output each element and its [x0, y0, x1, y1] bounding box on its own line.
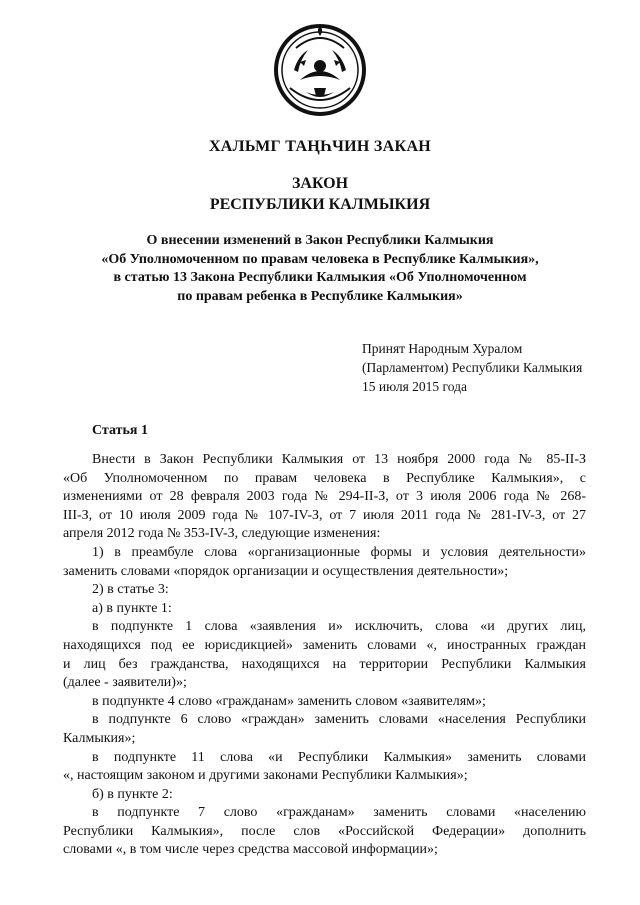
adoption-line: 15 июля 2015 года	[362, 379, 467, 394]
paragraph-line: находящихся под ее юрисдикцией» заменить словами «, иностранных граждан	[63, 637, 586, 653]
paragraph-line: в подпункте 6 слово «граждан» заменить словами «населения Республики	[92, 712, 586, 728]
paragraph-line: Внести в Закон Республики Калмыкия от 13 ноября 2000 года № 85-II-З	[92, 452, 586, 467]
paragraph-line: б) в пункте 2:	[92, 786, 173, 802]
paragraph-line: апреля 2012 года № 353-IV-З, следующие изменения:	[63, 526, 381, 542]
paragraph-line: в подпункте 7 слово «гражданам» заменить словами «населению	[92, 805, 586, 821]
paragraph-line: в подпункте 1 слова «заявления и» исключить, слова «и других лиц,	[92, 619, 586, 635]
paragraph-line: в подпункте 4 слово «гражданам» заменить словом «заявителям»;	[92, 693, 486, 709]
adoption-note	[362, 339, 582, 396]
law-title-line: О внесении изменений в Закон Республики Калмыкия	[146, 233, 494, 248]
law-heading: ЗАКОН	[291, 175, 349, 192]
paragraph-line: в подпункте 11 слова «и Республики Калмыкия» заменить словами	[92, 749, 586, 765]
paragraph-line: изменениями от 28 февраля 2003 года № 294-II-З, от 3 июля 2006 года № 268-	[63, 489, 586, 505]
paragraph-line: словами «, в том числе через средства массовой информации»;	[63, 842, 438, 858]
adoption-line: Принят Народным Хуралом	[362, 341, 523, 356]
kalmyk-law-title: ХАЛЬМГ ТАҢҺЧИН ЗАКАН	[208, 138, 432, 155]
paragraph-line: «, настоящим законом и другими законами Республики Калмыкия»;	[63, 768, 468, 784]
article-body	[63, 451, 586, 860]
adoption-line: (Парламентом) Республики Калмыкия	[362, 360, 583, 375]
kalmykia-emblem-icon	[270, 18, 370, 118]
paragraph-line: Республики Калмыкия», после слов «Российской Федерации» дополнить	[63, 823, 586, 839]
paragraph-line: заменить словами «порядок организации и осуществления деятельности»;	[63, 563, 509, 579]
paragraph-line: 2) в статье 3:	[92, 582, 169, 598]
paragraph-line: а) в пункте 1:	[92, 600, 172, 616]
paragraph-line: Калмыкия»;	[63, 730, 136, 746]
paragraph-line: 1) в преамбуле слова «организационные формы и условия деятельности»	[92, 544, 586, 560]
republic-heading: РЕСПУБЛИКИ КАЛМЫКИЯ	[209, 196, 431, 213]
law-title	[60, 232, 580, 306]
law-title-line: по правам ребенка в Республике Калмыкия»	[177, 288, 463, 304]
law-title-line: в статью 13 Закона Республики Калмыкия «Об Уполномоченном	[113, 270, 527, 285]
law-title-line: «Об Уполномоченном по правам человека в Республике Калмыкия»,	[101, 251, 539, 267]
paragraph-line: III-З, от 10 июля 2009 года № 107-IV-З, от 7 июля 2011 года № 281-IV-З, от 27	[63, 507, 586, 523]
paragraph-line: (далее - заявители)»;	[63, 675, 187, 691]
article-heading: Статья 1	[92, 423, 148, 438]
paragraph-line: «Об Уполномоченном по правам человека в Республике Калмыкия», с	[63, 470, 586, 486]
paragraph-line: и лиц без гражданства, находящихся на территории Республики Калмыкия	[63, 656, 586, 672]
